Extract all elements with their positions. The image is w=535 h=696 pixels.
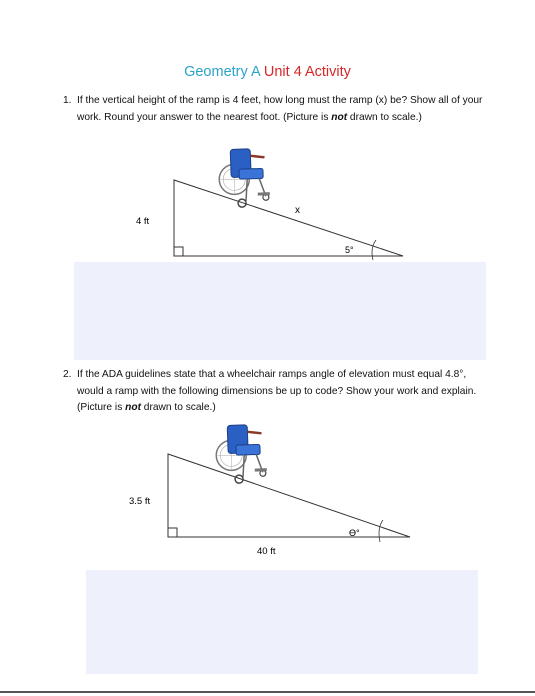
ramp-diagram-1 bbox=[120, 142, 420, 267]
emphasis-not: not bbox=[331, 111, 348, 123]
question-1 bbox=[63, 93, 487, 126]
page-divider bbox=[0, 691, 535, 693]
question-text bbox=[77, 367, 487, 417]
angle-label: 5° bbox=[345, 245, 354, 255]
question-text-part: If the vertical height of the ramp is 4 feet, how long must the ramp (x) be? Show all of your work. Round your answer to the nearest foot. (Picture is bbox=[77, 95, 483, 123]
wheelchair-icon bbox=[215, 424, 267, 484]
title-course: Geometry A bbox=[184, 64, 260, 80]
page-title bbox=[0, 64, 535, 80]
ramp-triangle bbox=[174, 180, 403, 256]
title-unit: Unit 4 Activity bbox=[263, 64, 351, 80]
hypotenuse-label: x bbox=[295, 205, 300, 216]
height-label: 3.5 ft bbox=[129, 496, 151, 507]
answer-box-2[interactable] bbox=[86, 570, 478, 674]
question-text-part: drawn to scale.) bbox=[140, 402, 216, 413]
question-text bbox=[77, 93, 487, 126]
question-2 bbox=[63, 367, 487, 417]
question-number: 1. bbox=[63, 95, 72, 106]
base-label: 40 ft bbox=[257, 546, 276, 557]
ramp-triangle bbox=[168, 454, 410, 537]
question-text-part: If the ADA guidelines state that a wheelchair ramps angle of elevation must equal 4.8°, would a ramp with the following dimensions be up to code? Show your work and explain. (Picture is bbox=[77, 369, 477, 413]
angle-label: ϴ° bbox=[349, 528, 360, 538]
answer-box-1[interactable] bbox=[74, 262, 486, 360]
emphasis-not: not bbox=[125, 402, 141, 413]
question-text-part: drawn to scale.) bbox=[347, 111, 422, 123]
right-angle-marker bbox=[168, 528, 177, 537]
angle-arc bbox=[372, 240, 376, 260]
question-number: 2. bbox=[63, 369, 72, 380]
angle-arc bbox=[379, 520, 383, 542]
height-label: 4 ft bbox=[136, 216, 150, 227]
right-angle-marker bbox=[174, 247, 183, 256]
wheelchair-icon bbox=[218, 148, 270, 208]
ramp-diagram-2 bbox=[120, 416, 420, 566]
